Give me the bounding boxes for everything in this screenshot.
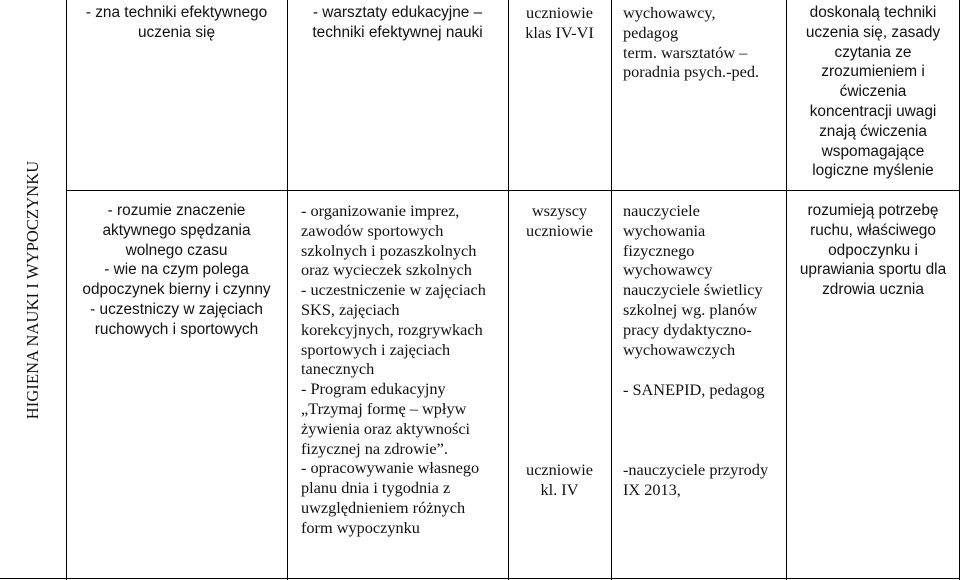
row2-responsible-cell-c: -nauczyciele przyrody IX 2013, — [623, 460, 769, 499]
section-label-text: HIGIENA NAUKI I WYPOCZYNKU — [23, 160, 43, 420]
table-bottom-border — [0, 578, 960, 579]
row1-goals-cell: - zna techniki efektywnego uczenia się — [85, 4, 268, 41]
row1-participants-cell: uczniowie klas IV-VI — [525, 3, 594, 42]
column-divider — [786, 0, 787, 580]
column-divider — [66, 0, 67, 580]
row2-goals-cell: - rozumie znaczenie aktywnego spędzania wolnego czasu - wie na czym polega odpoczynek bierny i czynny - uczestniczy w zajęciach ruchowych i sportowych — [82, 202, 271, 338]
row1-outcomes-cell: doskonalą techniki uczenia się, zasady czytania ze zrozumieniem i ćwiczenia koncentracji uwagi znają ćwiczenia wspomagające logiczne myślenie — [805, 4, 941, 180]
row2-participants-cell: wszyscy uczniowie — [526, 201, 593, 240]
column-divider — [287, 0, 288, 580]
row2-tasks-cell: - organizowanie imprez, zawodów sportowych szkolnych i pozaszkolnych oraz wycieczek szkolnych - uczestniczenie w zajęciach SKS, zajęciach korekcyjnych, rozgrywkach sportowych i zajęciach tanecznych - Program edukacyjny „Trzymaj formę – wpływ żywienia oraz aktywności fizycznej na zdrowie”. - opracowywanie własnego planu dnia i tygodnia z uwzględnieniem różnych form wypoczynku — [301, 201, 486, 537]
row1-responsible-cell: wychowawcy, pedagog term. warsztatów – poradnia psych.-ped. — [623, 3, 760, 82]
row2-participants-cell-b: uczniowie kl. IV — [526, 460, 593, 499]
section-label — [0, 0, 66, 580]
row-divider — [66, 190, 960, 191]
row2-responsible-cell: nauczyciele wychowania fizycznego wychowawcy nauczyciele świetlicy szkolnej wg. planów pracy dydaktyczno- wychowawczych — [623, 201, 763, 359]
column-divider — [508, 0, 509, 580]
row2-outcomes-cell: rozumieją potrzebę ruchu, właściwego odpoczynku i uprawiania sportu dla zdrowia ucznia — [799, 202, 947, 299]
row1-tasks-cell: - warsztaty edukacyjne – techniki efektywnej nauki — [312, 4, 483, 41]
column-divider — [611, 0, 612, 580]
row2-responsible-cell-b: - SANEPID, pedagog — [623, 380, 765, 399]
